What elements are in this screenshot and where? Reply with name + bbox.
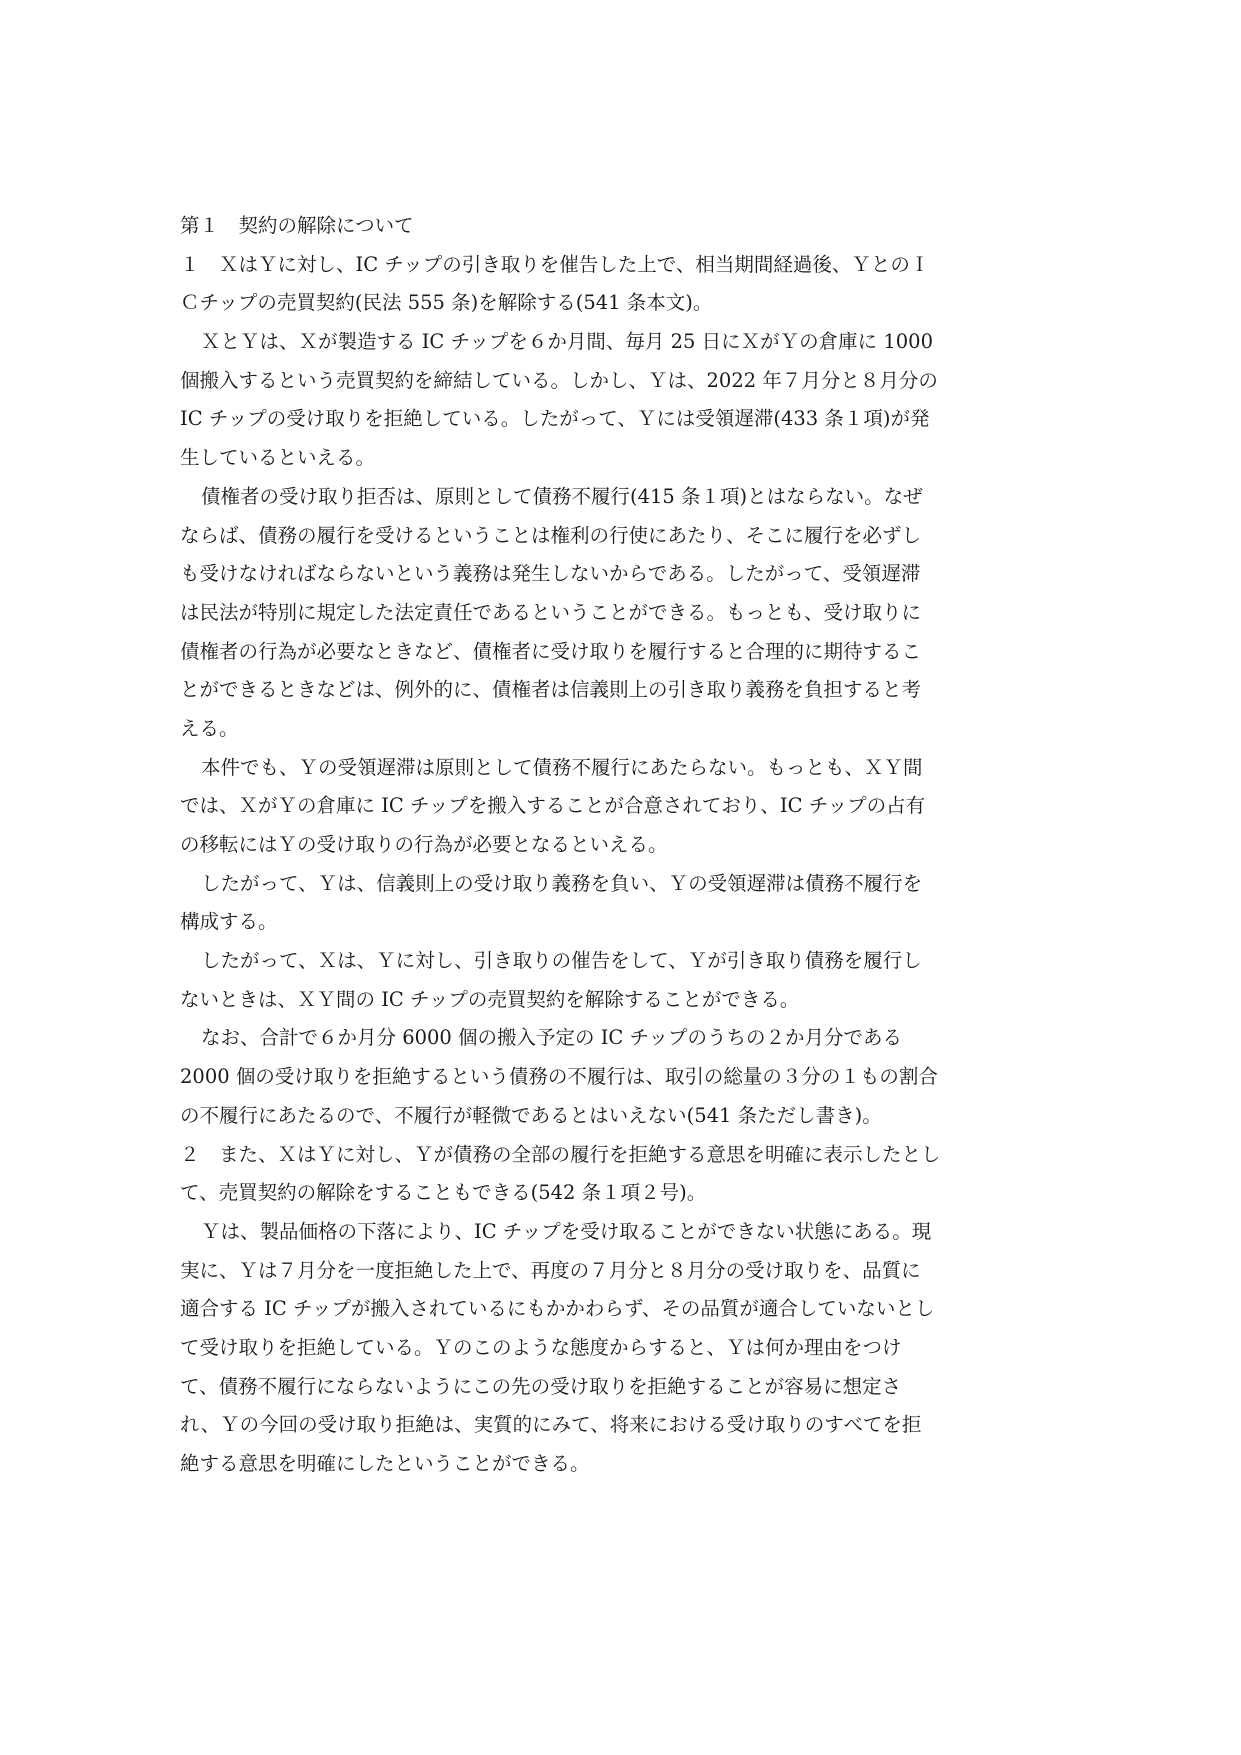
paragraph-line: は民法が特別に規定した法定責任であるということができる。もっとも、受け取りに [180,600,922,624]
paragraph-line: れ、Ｙの今回の受け取り拒絶は、実質的にみて、将来における受け取りのすべてを拒 [180,1413,922,1437]
paragraph-line: ＸとＹは、Ｘが製造する IC チップを６か月間、毎月 25 日にＸがＹの倉庫に 1000 [201,330,933,354]
paragraph-line: て受け取りを拒絶している。Ｙのこのような態度からすると、Ｙは何か理由をつけ [180,1335,902,1359]
paragraph-line: 適合する IC チップが搬入されているにもかかわらず、その品質が適合していないとし [180,1297,935,1321]
paragraph-line: の移転にはＹの受け取りの行為が必要となるといえる。 [180,833,668,856]
paragraph-line: て、債務不履行にならないようにこの先の受け取りを拒絶することが容易に想定さ [180,1374,902,1398]
paragraph-line: 2000 個の受け取りを拒絶するという債務の不履行は、取引の総量の３分の１もの割合 [180,1065,938,1089]
paragraph-line: ないときは、ＸＹ間の IC チップの売買契約を解除することができる。 [180,987,800,1011]
document-body [180,207,1060,1484]
paragraph-line: 個搬入するという売買契約を締結している。しかし、Ｙは、2022 年７月分と８月分の [180,368,938,392]
paragraph-line: て、売買契約の解除をすることもできる(542 条１項２号)。 [180,1181,707,1205]
paragraph-line: の不履行にあたるので、不履行が軽微であるとはいえない(541 条ただし書き)。 [180,1103,882,1127]
paragraph-line: したがって、Ｘは、Ｙに対し、引き取りの催告をして、Ｙが引き取り債務を履行し [201,949,922,973]
paragraph-line: Ｙは、製品価格の下落により、IC チップを受け取ることができない状態にある。現 [201,1219,932,1243]
paragraph-line: 生しているといえる。 [180,446,376,470]
paragraph-line: Ｃチップの売買契約(民法 555 条)を解除する(541 条本文)。 [180,291,713,315]
paragraph-line: とができるときなどは、例外的に、債権者は信義則上の引き取り義務を負担すると考 [180,678,922,702]
paragraph-line: える。 [180,716,239,740]
paragraph-line: 債権者の受け取り拒否は、原則として債務不履行(415 条１項)とはならない。なぜ [201,484,923,508]
paragraph-line: なお、合計で６か月分 6000 個の搬入予定の IC チップのうちの２か月分である [201,1026,902,1050]
paragraph-line: 絶する意思を明確にしたということができる。 [180,1452,590,1475]
paragraph-line: したがって、Ｙは、信義則上の受け取り義務を負い、Ｙの受領遅滞は債務不履行を [201,871,923,895]
paragraph-line: １ ＸはＹに対し、IC チップの引き取りを催告した上で、相当期間経過後、ＹとのＩ [180,252,930,276]
paragraph-line: 構成する。 [180,910,278,934]
paragraph-line: IC チップの受け取りを拒絶している。したがって、Ｙには受領遅滞(433 条１項)が発 [180,407,930,431]
paragraph-line: ２ また、ＸはＹに対し、Ｙが債務の全部の履行を拒絶する意思を明確に表示したとし [180,1142,941,1166]
paragraph-line: ならば、債務の履行を受けるということは権利の行使にあたり、そこに履行を必ずし [180,523,922,547]
paragraph-line: 債権者の行為が必要なときなど、債権者に受け取りを履行すると合理的に期待するこ [180,639,922,663]
paragraph-line: 本件でも、Ｙの受領遅滞は原則として債務不履行にあたらない。もっとも、ＸＹ間 [201,755,923,779]
paragraph-line: 実に、Ｙは７月分を一度拒絶した上で、再度の７月分と８月分の受け取りを、品質に [180,1258,921,1282]
section-heading: 第１ 契約の解除について [180,214,414,237]
paragraph-line: では、ＸがＹの倉庫に IC チップを搬入することが合意されており、IC チップの占有 [180,794,926,818]
paragraph-line: も受けなければならないという義務は発生しないからである。したがって、受領遅滞 [180,562,921,586]
